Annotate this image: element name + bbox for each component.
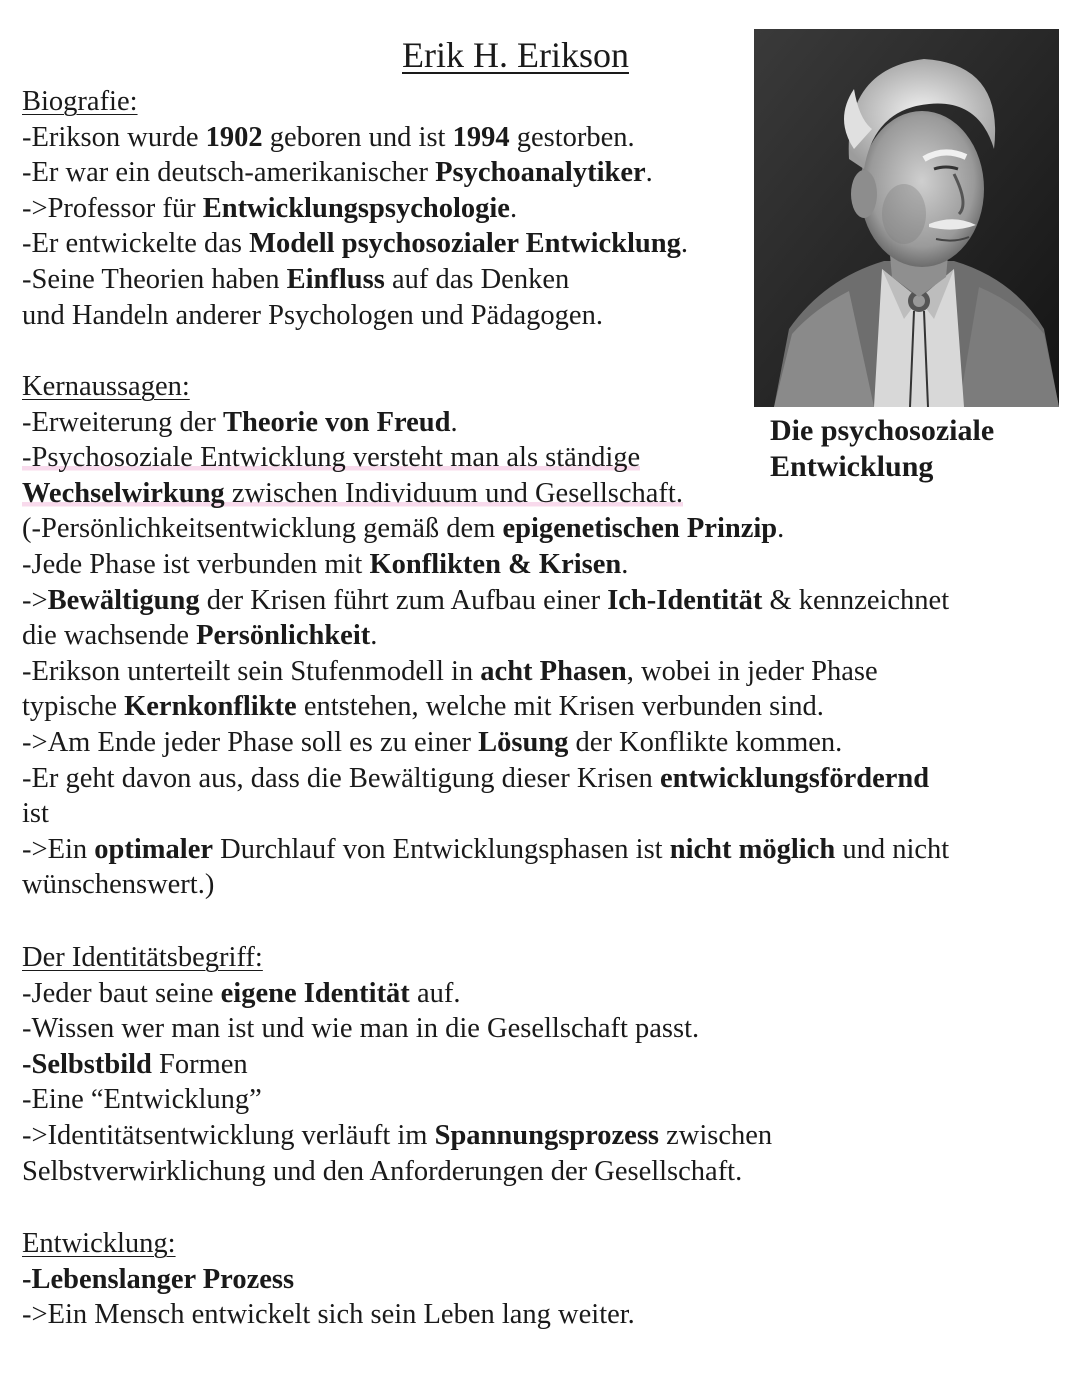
text-line	[22, 689, 949, 725]
section-identitaetsbegriff	[22, 940, 772, 1189]
bold-term: Psychoanalytiker	[435, 157, 646, 189]
text-segment: ->Ein	[22, 833, 95, 865]
text-segment: ist	[22, 798, 49, 830]
text-segment: , wobei in jeder Phase	[626, 655, 878, 687]
text-line	[22, 976, 772, 1012]
highlighted-bold-term: Wechselwirkung	[22, 477, 225, 509]
text-segment: ->	[22, 584, 48, 616]
text-line	[22, 547, 949, 583]
text-segment: -Er geht davon aus, dass die Bewältigung dieser Krisen	[22, 762, 660, 794]
text-segment: -Erikson unterteilt sein Stufenmodell in	[22, 655, 481, 687]
text-line	[22, 1082, 772, 1118]
text-segment: & kennzeichnet	[762, 584, 950, 616]
text-line	[22, 262, 688, 298]
text-segment: -Erweiterung der	[22, 406, 223, 438]
text-segment: -Er entwickelte das	[22, 228, 250, 260]
text-line	[22, 583, 949, 619]
text-line	[22, 761, 949, 797]
text-segment: gestorben.	[509, 121, 635, 153]
text-line	[22, 1011, 772, 1047]
bold-term: epigenetischen Prinzip	[502, 513, 778, 545]
bold-term: entwicklungsfördernd	[659, 762, 930, 794]
section-heading: Entwicklung:	[22, 1228, 176, 1259]
bold-term: -Lebenslanger Prozess	[22, 1263, 295, 1295]
text-segment: .	[621, 548, 629, 580]
text-line	[22, 440, 949, 476]
highlighted-text: zwischen Individuum und Gesellschaft.	[224, 477, 683, 509]
text-segment: auf das Denken	[384, 263, 570, 295]
text-line	[22, 832, 949, 868]
text-segment: .	[509, 192, 518, 224]
text-segment: der Krisen führt zum Aufbau einer	[199, 584, 608, 616]
page-title: Erik H. Erikson	[402, 35, 629, 75]
text-segment: -Eine “Entwicklung”	[22, 1084, 262, 1116]
text-line	[22, 191, 688, 227]
text-line	[22, 298, 688, 334]
bold-term: Konflikten & Krisen	[369, 548, 622, 580]
text-line	[22, 120, 688, 156]
text-segment: und Handeln anderer Psychologen und Pädagogen.	[22, 299, 603, 331]
highlighted-text: -Psychosoziale Entwicklung versteht man als ständige	[22, 442, 641, 474]
section-heading: Der Identitätsbegriff:	[22, 942, 263, 973]
section-entwicklung	[22, 1226, 635, 1333]
bold-term: Persönlichkeit	[196, 620, 371, 652]
text-line	[22, 476, 949, 512]
bold-term: Lösung	[478, 726, 569, 758]
text-line	[22, 405, 949, 441]
text-segment: und nicht	[835, 833, 950, 865]
text-line	[22, 1154, 772, 1190]
bold-term: Ich-Identität	[607, 584, 763, 616]
section-heading: Biografie:	[22, 86, 138, 117]
text-segment: (-Persönlichkeitsentwicklung gemäß dem	[22, 513, 503, 545]
text-line	[22, 511, 949, 547]
text-segment: Formen	[151, 1048, 248, 1080]
text-segment: die wachsende	[22, 620, 197, 652]
text-segment: Selbstverwirklichung und den Anforderungen der Gesellschaft.	[22, 1155, 743, 1187]
text-line	[22, 796, 949, 832]
text-segment: ->Professor für	[22, 192, 203, 224]
text-segment: ->Ein Mensch entwickelt sich sein Leben lang weiter.	[22, 1299, 635, 1331]
text-segment: .	[777, 513, 785, 545]
text-line	[22, 618, 949, 654]
text-segment: ->Am Ende jeder Phase soll es zu einer	[22, 726, 479, 758]
portrait-photo	[754, 29, 1059, 407]
section-kernaussagen	[22, 369, 949, 903]
section-heading: Kernaussagen:	[22, 371, 190, 402]
text-line	[22, 1262, 635, 1298]
text-segment: -Er war ein deutsch-amerikanischer	[22, 157, 436, 189]
bold-term: eigene Identität	[220, 977, 410, 1009]
bold-term: Entwicklungspsychologie	[202, 192, 510, 224]
text-segment: -Jeder baut seine	[22, 977, 221, 1009]
text-segment: auf.	[409, 977, 461, 1009]
bold-term: Kernkonflikte	[124, 691, 297, 723]
text-segment: der Konflikte kommen.	[568, 726, 843, 758]
caption-line: Entwicklung	[770, 450, 934, 483]
bold-term: acht Phasen	[480, 655, 627, 687]
text-line	[22, 867, 949, 903]
text-segment: .	[680, 228, 688, 260]
bold-term: Spannungsprozess	[434, 1119, 660, 1151]
text-segment: .	[450, 406, 458, 438]
text-line	[22, 1047, 772, 1083]
bold-term: Einfluss	[286, 263, 385, 295]
bold-term: -Selbstbild	[22, 1048, 152, 1080]
text-segment: -Seine Theorien haben	[22, 263, 287, 295]
text-segment: entstehen, welche mit Krisen verbunden sind.	[296, 691, 824, 723]
text-segment: -Wissen wer man ist und wie man in die Gesellschaft passt.	[22, 1013, 700, 1045]
text-line	[22, 1118, 772, 1154]
text-line	[22, 155, 688, 191]
bold-term: optimaler	[94, 833, 213, 865]
text-segment: zwischen	[659, 1119, 773, 1151]
text-segment: Durchlauf von Entwicklungsphasen ist	[213, 833, 670, 865]
bold-term: 1994	[452, 121, 510, 153]
text-segment: typische	[22, 691, 125, 723]
section-biografie	[22, 84, 688, 333]
text-segment: -Erikson wurde	[22, 121, 206, 153]
text-line	[22, 1297, 635, 1333]
bold-term: Modell psychosozialer Entwicklung	[249, 228, 681, 260]
bold-term: 1902	[205, 121, 263, 153]
text-line	[22, 654, 949, 690]
bold-term: nicht möglich	[669, 833, 836, 865]
bold-term: Bewältigung	[47, 584, 200, 616]
text-segment: .	[645, 157, 653, 189]
text-segment: .	[370, 620, 378, 652]
text-segment: ->Identitätsentwicklung verläuft im	[22, 1119, 435, 1151]
text-line	[22, 226, 688, 262]
text-segment: -Jede Phase ist verbunden mit	[22, 548, 370, 580]
text-segment: geboren und ist	[262, 121, 453, 153]
caption-line: Die psychosoziale	[770, 414, 995, 447]
text-segment: wünschenswert.)	[22, 869, 215, 901]
portrait-photo-icon	[754, 29, 1059, 407]
bold-term: Theorie von Freud	[223, 406, 451, 438]
text-line	[22, 725, 949, 761]
